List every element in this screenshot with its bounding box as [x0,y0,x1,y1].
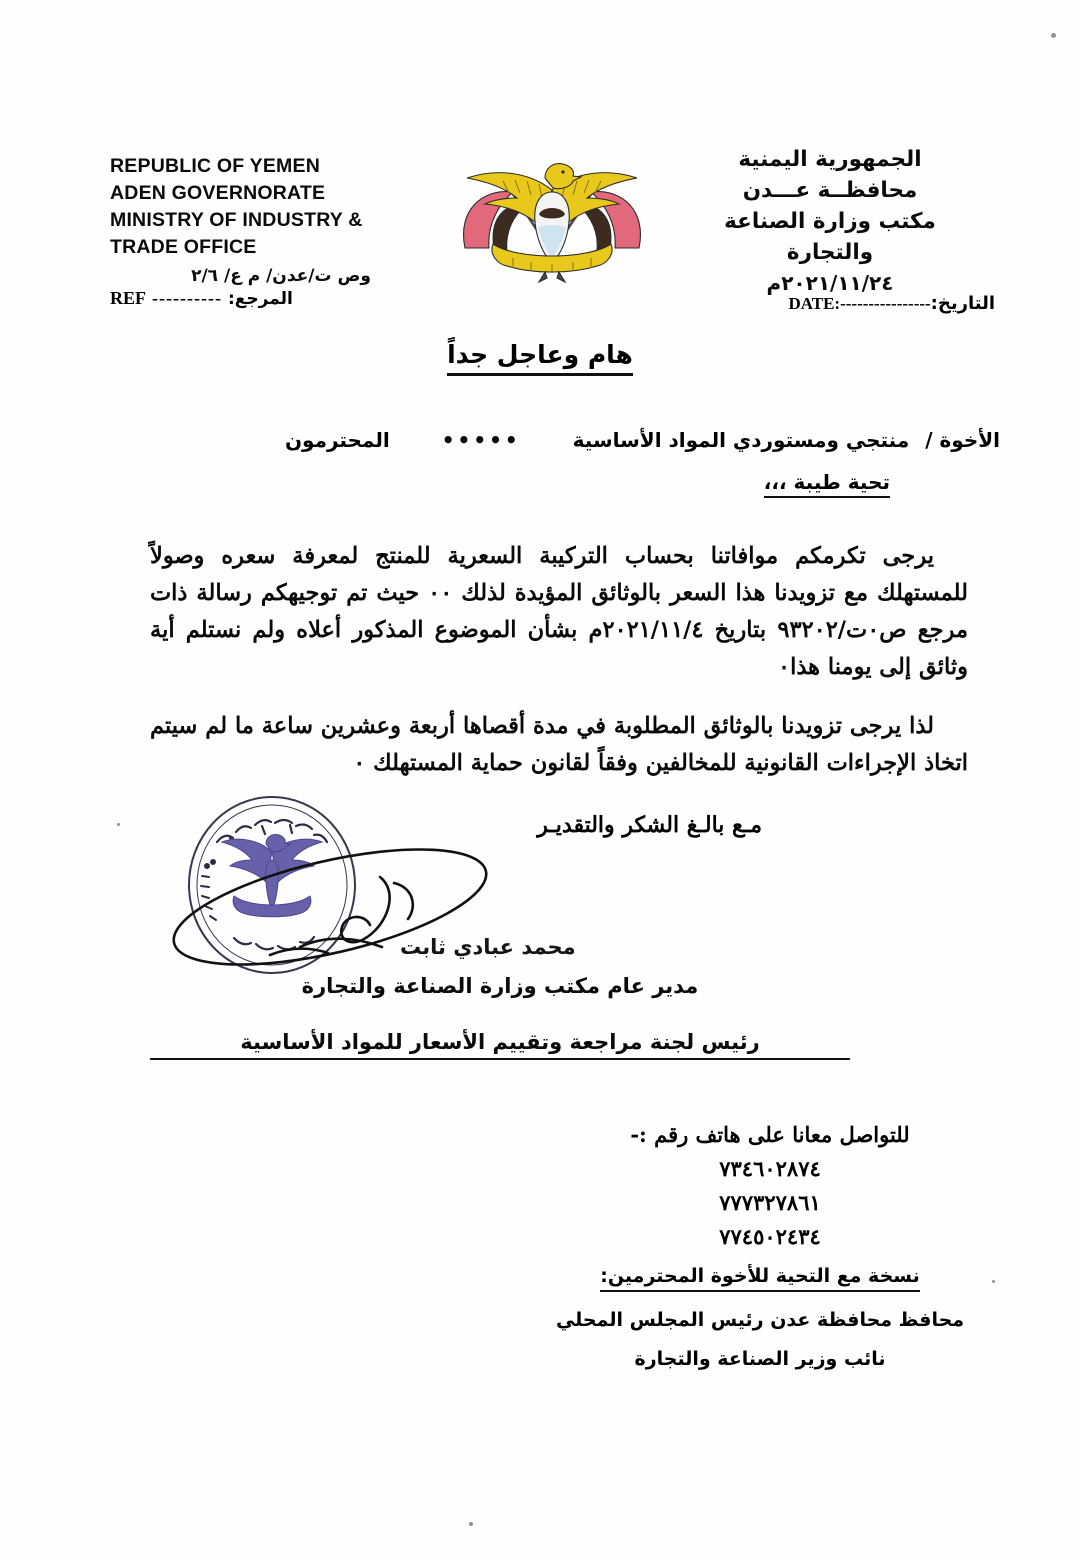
letterhead-ar-line-1: الجمهورية اليمنية [738,147,922,172]
contact-lead: للتواصل معانا على هاتف رقم :- [630,1122,910,1147]
date-label-row [645,293,995,314]
greeting-line: تحية طيبة ،،، [764,470,890,498]
reference-value: وص ت/عدن/ م ع/ ٢/٦ [191,266,371,286]
addressee-respect: المحترمون [284,428,390,452]
body-paragraph-1-text: يرجى تكرمكم موافاتنا بحساب التركيبة السعرية للمنتج لمعرفة سعره وصولاً للمستهلك مع تزويدنا هذا السعر بالوثائق المؤيدة لذلك ٠٠ حيث تم توجيهكم رسالة ذات مرجع ص٠ت/٩٣٢٠٢ بتاريخ ٢٠٢١/١١/٤م بشأن الموضوع المذكور أعلاه ولم نستلم أية وثائق إلى يومنا هذا٠ [150,543,969,680]
letterhead-en-line-4: TRADE OFFICE [110,236,257,258]
ref-label-en: REF [110,288,146,308]
ref-dashes: ---------- [152,288,222,308]
letterhead [0,148,1080,318]
scan-speck [992,1280,995,1283]
letterhead-ar-line-2: محافظــة عـــدن [742,178,918,203]
letterhead-en-line-3: MINISTRY OF INDUSTRY & [110,209,363,231]
addressee-label: الأخوة / [925,428,1000,452]
reference-label-row [110,288,360,309]
letterhead-arabic [665,144,995,299]
date-dashes: ---------------- [840,294,931,313]
letterhead-ar-line-4: والتجارة [786,240,874,265]
letterhead-ar-line-3: مكتب وزارة الصناعة [724,209,936,234]
body-paragraph-2-text: لذا يرجى تزويدنا بالوثائق المطلوبة في مدة أقصاها أربعة وعشرين ساعة ما لم سيتم اتخاذ الإجراءات القانونية للمخالفين وفقاً لقانون حماية المستهلك ٠ [150,713,968,776]
yemen-eagle-emblem [447,148,657,283]
urgent-title-text: هام وعاجل جداً [447,340,633,376]
cc-item: محافظ محافظة عدن رئيس المجلس المحلي [555,1309,965,1331]
letter-date-value: ٢٠٢١/١١/٢٤م [766,271,894,295]
contact-block [560,1118,980,1254]
addressee-recipient: منتجي ومستوردي المواد الأساسية [572,428,910,452]
urgent-title [0,340,1080,369]
addressee-dots: ••••• [441,428,521,452]
signatory-job-title-2: رئيس لجنة مراجعة وتقييم الأسعار للمواد الأساسية [150,1030,850,1060]
letterhead-en-line-2: ADEN GOVERNORATE [110,182,326,204]
cc-block [540,1265,980,1370]
cc-heading: نسخة مع التحية للأخوة المحترمين: [600,1265,920,1292]
scan-speck [1051,33,1056,38]
scan-speck [117,823,120,826]
letterhead-en-line-1: REPUBLIC OF YEMEN [110,155,320,177]
cc-item: نائب وزير الصناعة والتجارة [634,1348,886,1370]
letterhead-english [110,153,470,290]
date-label-en: DATE: [788,294,841,313]
contact-phone-1: ٧٣٤٦٠٢٨٧٤ [719,1156,821,1181]
contact-phone-2: ٧٧٧٣٢٧٨٦١ [719,1190,821,1215]
addressee-line [284,428,1000,452]
ref-label-ar: المرجع: [227,289,293,309]
contact-phone-3: ٧٧٤٥٠٢٤٣٤ [719,1224,821,1249]
signatory-name: محمد عبادي ثابت [400,935,576,959]
body-paragraph-2 [150,708,968,782]
scan-speck [469,1522,473,1526]
closing-line: مـع بالـغ الشكر والتقديـر [537,812,762,838]
date-label-ar: التاريخ: [930,293,995,314]
signatory-job-title-1: مدير عام مكتب وزارة الصناعة والتجارة [301,974,699,998]
body-paragraph-1 [150,538,968,686]
